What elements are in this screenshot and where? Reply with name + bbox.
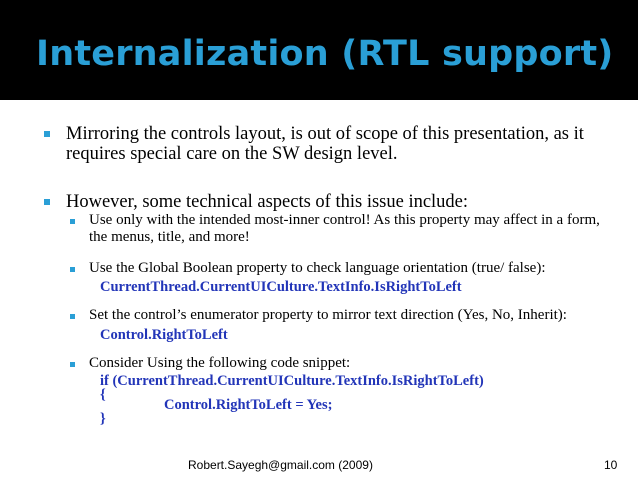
code-control-property: Control.RightToLeft	[100, 327, 228, 343]
title-bar	[0, 0, 638, 100]
sub-bullet-square-icon	[70, 219, 75, 224]
footer-text: Robert.Sayegh@gmail.com (2009)	[188, 458, 373, 472]
bullet-text: However, some technical aspects of this issue include:	[66, 192, 469, 212]
code-snippet-line: }	[100, 411, 106, 427]
code-snippet-line: if (CurrentThread.CurrentUICulture.TextInfo.IsRightToLeft)	[100, 373, 484, 389]
bullet-text: Mirroring the controls layout, is out of scope of this presentation, as it requires special care on the SW design level.	[66, 124, 584, 164]
page-number: 10	[604, 458, 618, 472]
sub-bullet-text: Consider Using the following code snippet:	[89, 355, 351, 371]
sub-bullet-square-icon	[70, 314, 75, 319]
code-snippet-line: Control.RightToLeft = Yes;	[164, 397, 333, 413]
sub-bullet-square-icon	[70, 362, 75, 367]
sub-bullet-square-icon	[70, 267, 75, 272]
sub-bullet-text: Use the Global Boolean property to check language orientation (true/ false):	[89, 260, 546, 276]
code-snippet-line: {	[100, 387, 106, 403]
sub-bullet-text: Use only with the intended most-inner control! As this property may affect in a form, the menus, title, and more!	[89, 212, 600, 245]
slide-title: Internalization (RTL support)	[36, 34, 614, 74]
bullet-square-icon	[44, 199, 50, 205]
code-orientation-property: CurrentThread.CurrentUICulture.TextInfo.IsRightToLeft	[100, 279, 462, 295]
sub-bullet-text: Set the control’s enumerator property to mirror text direction (Yes, No, Inherit):	[89, 307, 567, 323]
bullet-square-icon	[44, 131, 50, 137]
